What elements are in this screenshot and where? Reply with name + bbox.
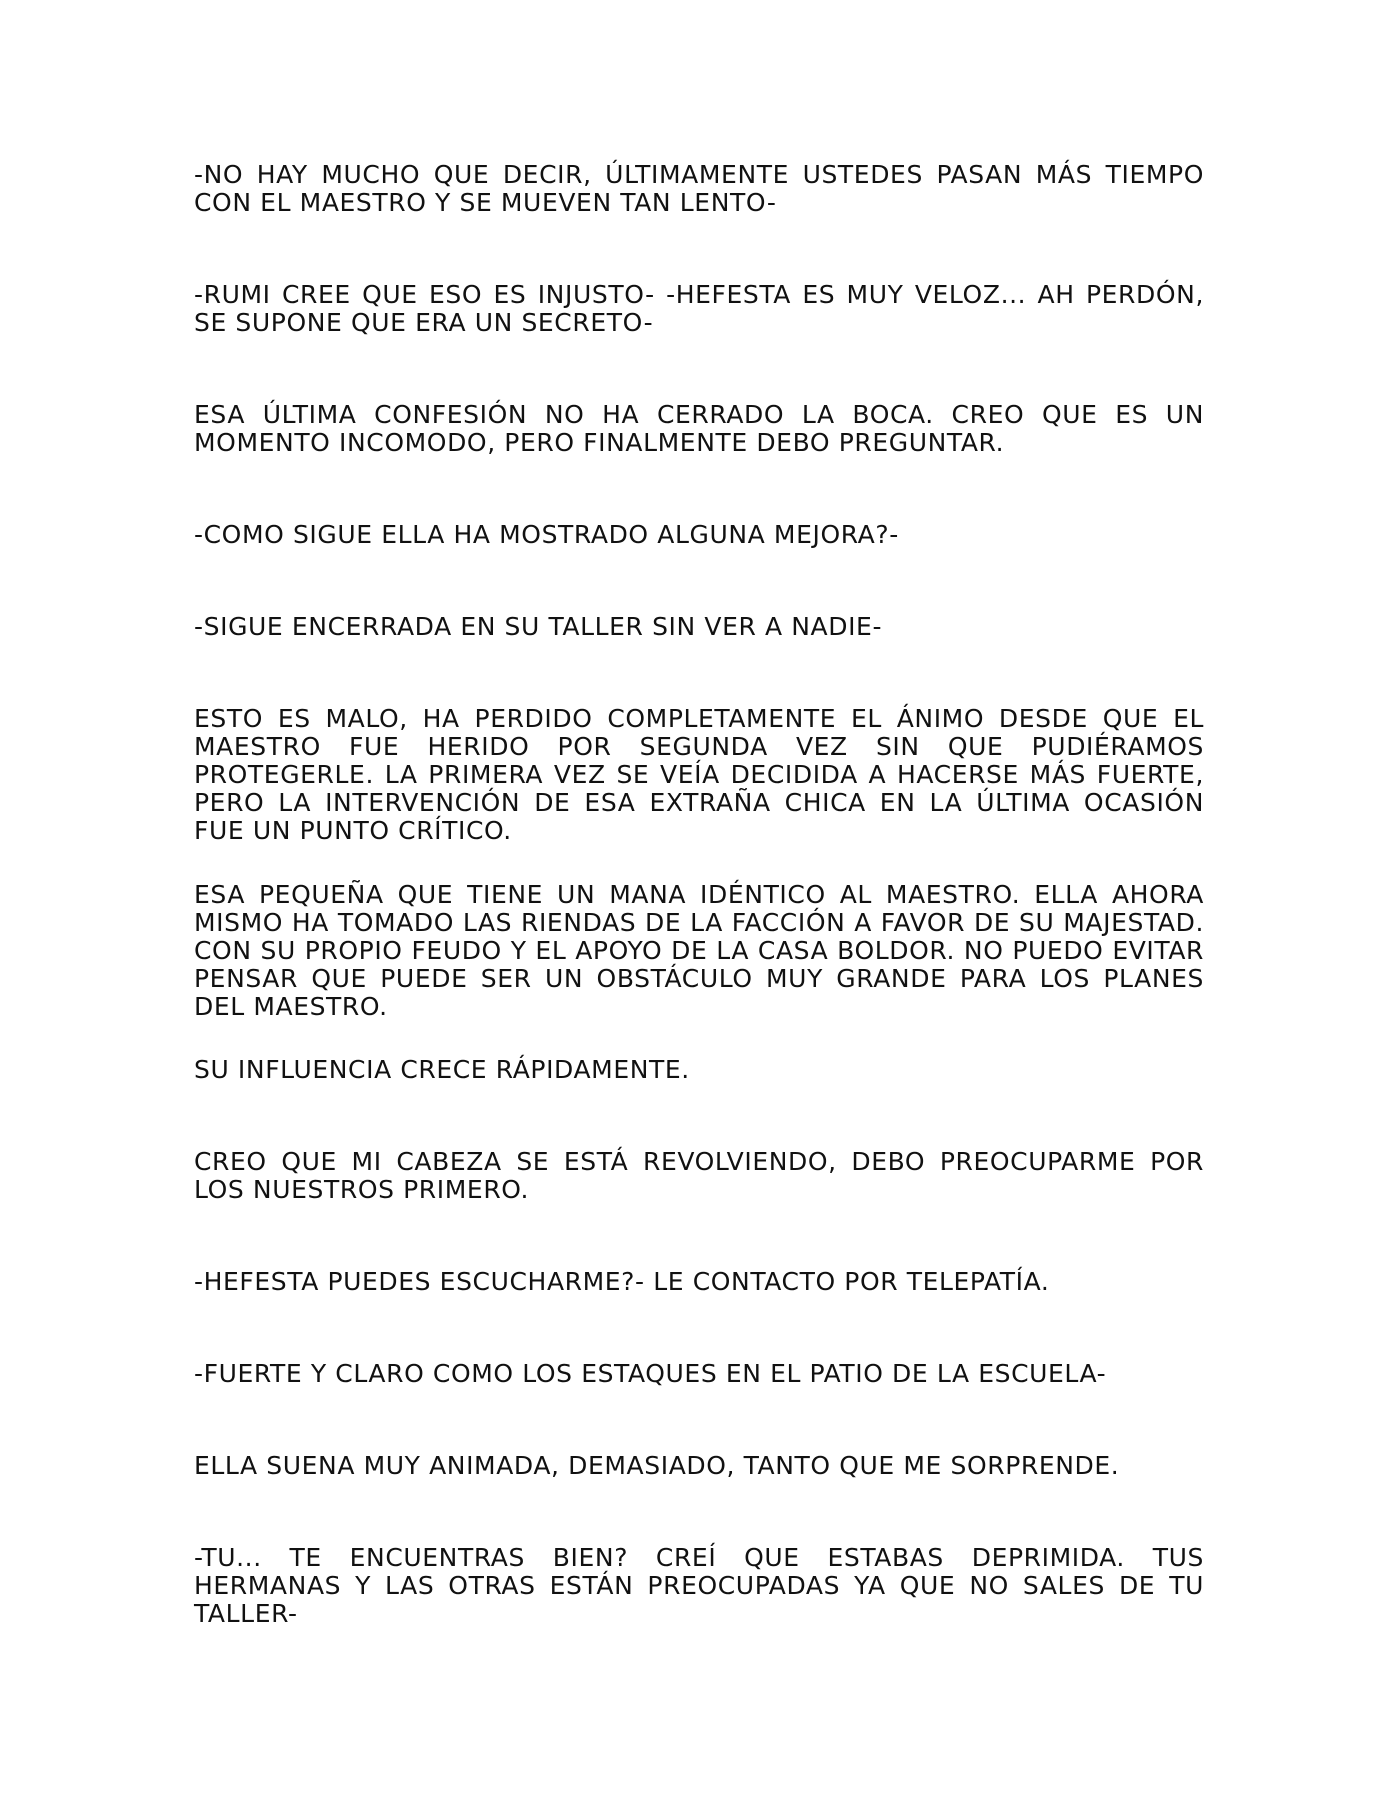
- paragraph-4: -COMO SIGUE ELLA HA MOSTRADO ALGUNA MEJORA?-: [194, 520, 899, 549]
- paragraph-6: ESTO ES MALO, HA PERDIDO COMPLETAMENTE EL ÁNIMO DESDE QUE EL MAESTRO FUE HERIDO POR SEGUNDA VEZ SIN QUE PUDIÉRAMOS PROTEGERLE. LA PRIMERA VEZ SE VEÍA DECIDIDA A HACERSE MÁS FUERTE, PERO LA INTERVENCIÓN DE ESA EXTRAÑA CHICA EN LA ÚLTIMA OCASIÓN FUE UN PUNTO CRÍTICO.: [194, 704, 1204, 845]
- paragraph-5: -SIGUE ENCERRADA EN SU TALLER SIN VER A NADIE-: [194, 612, 883, 641]
- paragraph-2: -RUMI CREE QUE ESO ES INJUSTO- -HEFESTA ES MUY VELOZ... AH PERDÓN, SE SUPONE QUE ERA UN SECRETO-: [194, 280, 1204, 337]
- paragraph-9: CREO QUE MI CABEZA SE ESTÁ REVOLVIENDO, DEBO PREOCUPARME POR LOS NUESTROS PRIMERO.: [194, 1147, 1204, 1204]
- paragraph-1: -NO HAY MUCHO QUE DECIR, ÚLTIMAMENTE USTEDES PASAN MÁS TIEMPO CON EL MAESTRO Y SE MUEVEN TAN LENTO-: [194, 160, 1204, 217]
- paragraph-10: -HEFESTA PUEDES ESCUCHARME?- LE CONTACTO POR TELEPATÍA.: [194, 1267, 1050, 1296]
- paragraph-11: -FUERTE Y CLARO COMO LOS ESTAQUES EN EL PATIO DE LA ESCUELA-: [194, 1359, 1107, 1388]
- paragraph-8: SU INFLUENCIA CRECE RÁPIDAMENTE.: [194, 1055, 690, 1084]
- paragraph-13: -TU... TE ENCUENTRAS BIEN? CREÍ QUE ESTABAS DEPRIMIDA. TUS HERMANAS Y LAS OTRAS ESTÁN PREOCUPADAS YA QUE NO SALES DE TU TALLER-: [194, 1543, 1204, 1628]
- paragraph-12: ELLA SUENA MUY ANIMADA, DEMASIADO, TANTO QUE ME SORPRENDE.: [194, 1451, 1120, 1480]
- paragraph-7: ESA PEQUEÑA QUE TIENE UN MANA IDÉNTICO AL MAESTRO. ELLA AHORA MISMO HA TOMADO LAS RIENDAS DE LA FACCIÓN A FAVOR DE SU MAJESTAD. CON SU PROPIO FEUDO Y EL APOYO DE LA CASA BOLDOR. NO PUEDO EVITAR PENSAR QUE PUEDE SER UN OBSTÁCULO MUY GRANDE PARA LOS PLANES DEL MAESTRO.: [194, 880, 1204, 1021]
- paragraph-3: ESA ÚLTIMA CONFESIÓN NO HA CERRADO LA BOCA. CREO QUE ES UN MOMENTO INCOMODO, PERO FINALMENTE DEBO PREGUNTAR.: [194, 400, 1204, 457]
